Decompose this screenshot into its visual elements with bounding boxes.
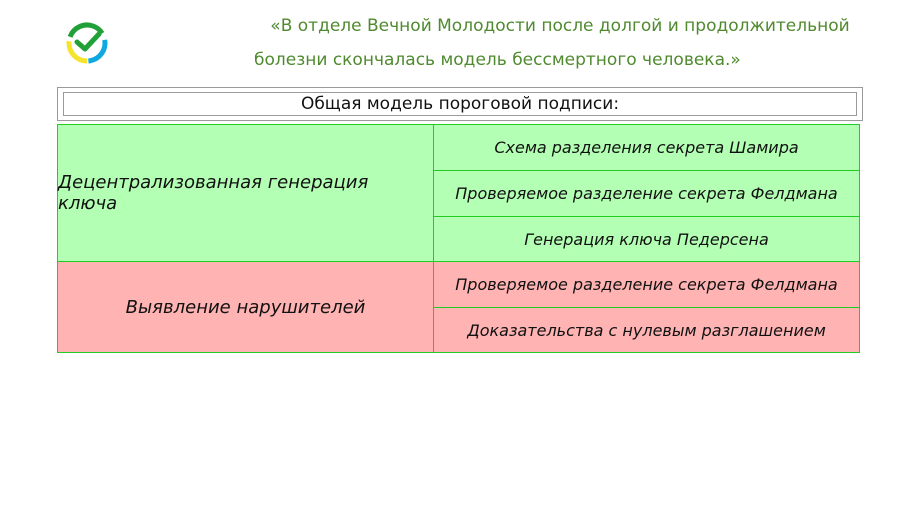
- quote-line-2: болезни скончалась модель бессмертного человека.»: [254, 50, 741, 70]
- section-item: Генерация ключа Педерсена: [433, 216, 860, 262]
- model-title-frame: [57, 87, 863, 121]
- section-item: Доказательства с нулевым разглашением: [433, 307, 860, 353]
- section-item: Схема разделения секрета Шамира: [433, 124, 860, 171]
- model-title: Общая модель пороговой подписи:: [63, 92, 857, 116]
- section-item: Проверяемое разделение секрета Фелдмана: [433, 261, 860, 308]
- green-checkmark-logo-icon: [64, 20, 110, 66]
- section-label-violator-detection: Выявление нарушителей: [57, 261, 434, 353]
- threshold-signature-table: [57, 124, 860, 353]
- epigraph-quote: [250, 9, 870, 77]
- section-item: Проверяемое разделение секрета Фелдмана: [433, 170, 860, 217]
- quote-line-1: «В отделе Вечной Молодости после долгой и продолжительной: [270, 16, 850, 36]
- section-label-key-generation: Децентрализованная генерация ключа: [57, 124, 434, 262]
